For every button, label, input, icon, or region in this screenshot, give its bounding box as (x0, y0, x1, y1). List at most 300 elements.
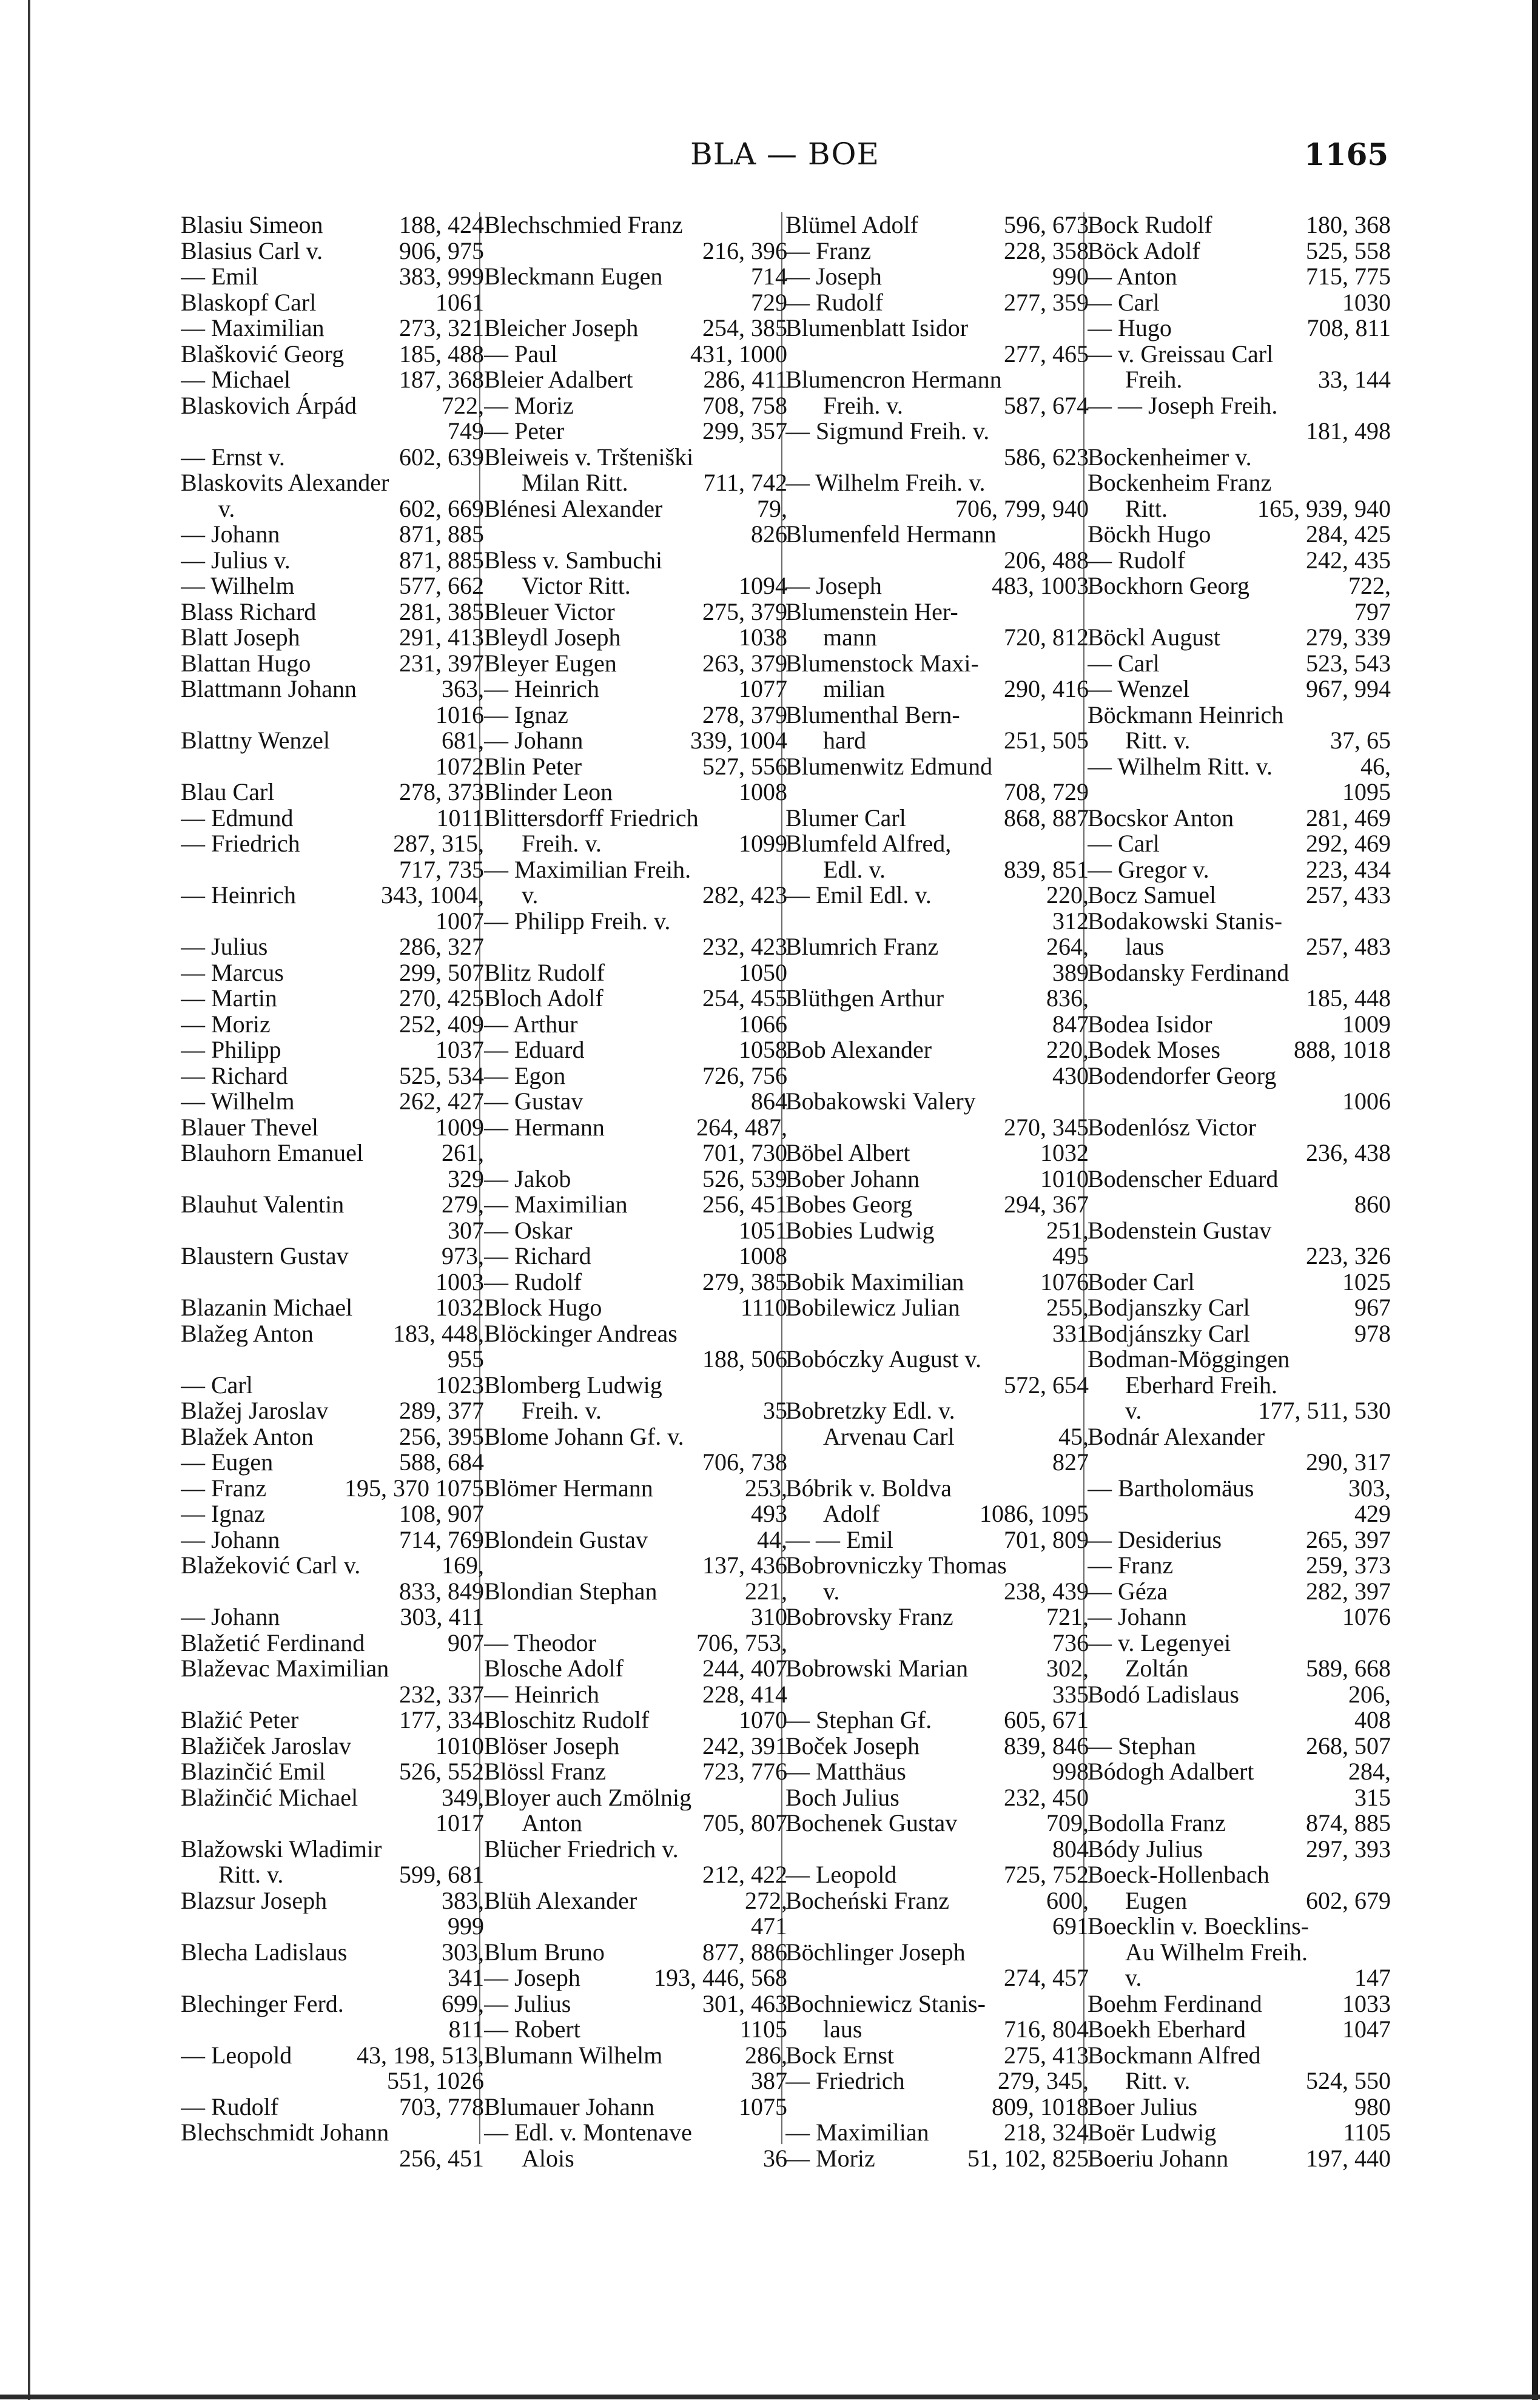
entry-name: — Leopold (785, 1862, 897, 1888)
index-column-2 (484, 212, 787, 2171)
entry-name: Blasius Carl v. (181, 238, 323, 264)
entry-name: Bobrovsky Franz (785, 1604, 953, 1630)
entry-pages: 232, 423 (702, 934, 787, 960)
entry-pages: 967, 994 (1306, 676, 1391, 702)
index-entry (785, 290, 1089, 316)
index-entry (785, 1140, 1089, 1166)
entry-pages: 524, 550 (1306, 2068, 1391, 2094)
entry-pages: 279, 345, (998, 2068, 1089, 2094)
entry-pages: 600, (1046, 1887, 1089, 1914)
entry-pages: 252, 409 (399, 1011, 484, 1037)
entry-pages: 725, 752 (1004, 1862, 1089, 1888)
entry-name: Bobóczky August v. (785, 1346, 981, 1373)
entry-pages: 1009 (1342, 1011, 1391, 1037)
index-entry (1088, 1604, 1391, 1630)
index-entry (484, 909, 787, 935)
index-entry (181, 1914, 484, 1940)
entry-name: Blomberg Ludwig (484, 1372, 662, 1398)
entry-pages: 605, 671 (1004, 1707, 1089, 1733)
index-entry (785, 1063, 1089, 1089)
entry-pages: 1010 (1040, 1166, 1089, 1192)
index-entry (484, 1424, 787, 1450)
entry-pages: 1032 (435, 1295, 484, 1321)
entry-name: — Friedrich (785, 2068, 905, 2094)
index-entry (1088, 1450, 1391, 1476)
index-entry (484, 882, 787, 909)
entry-name: — Theodor (484, 1630, 596, 1656)
entry-name: — Stephan (1088, 1733, 1196, 1759)
entry-pages: 387 (751, 2068, 787, 2094)
entry-pages: 588, 684 (399, 1450, 484, 1476)
entry-name: Böckl August (1088, 625, 1220, 651)
index-entry (785, 1965, 1089, 1991)
index-entry (181, 393, 484, 419)
entry-pages: 147 (1354, 1965, 1391, 1991)
entry-name: — Sigmund Freih. v. (785, 418, 990, 445)
entry-name: — Desiderius (1088, 1527, 1222, 1553)
index-entry (1088, 212, 1391, 238)
index-entry (1088, 1089, 1391, 1115)
entry-name: Blažek Anton (181, 1424, 314, 1450)
entry-pages: 270, 345 (1004, 1114, 1089, 1140)
entry-pages: 1038 (739, 625, 787, 651)
index-entry (1088, 1295, 1391, 1321)
entry-name: Bockenheimer v. (1088, 444, 1252, 470)
entry-name: Blauhorn Emanuel (181, 1140, 364, 1166)
entry-name: — Julius v. (181, 547, 291, 573)
index-entry (181, 470, 484, 496)
entry-pages: 706, 738 (702, 1450, 787, 1476)
entry-name: Blittersdorff Friedrich (484, 805, 699, 831)
entry-pages: 270, 425 (399, 986, 484, 1012)
entry-pages: 263, 379 (702, 650, 787, 676)
entry-pages: 279, (442, 1192, 484, 1218)
entry-pages: 1070 (739, 1707, 787, 1733)
index-entry (484, 1604, 787, 1630)
entry-name: milian (823, 676, 886, 702)
entry-pages: 1023 (435, 1372, 484, 1398)
index-entry (484, 1837, 787, 1863)
index-entry (785, 2068, 1089, 2094)
entry-pages: 980 (1354, 2094, 1391, 2120)
entry-pages: 839, 846 (1004, 1733, 1089, 1759)
entry-name: — Moriz (181, 1011, 271, 1037)
entry-name: Blumenwitz Edmund (785, 753, 993, 779)
entry-pages: 1058 (739, 1037, 787, 1063)
entry-pages: 809, 1018 (992, 2094, 1089, 2120)
entry-pages: 35 (763, 1398, 787, 1424)
entry-pages: 907 (448, 1630, 484, 1656)
entry-pages: 195, 370 1075 (345, 1475, 484, 1501)
index-entry (785, 2043, 1089, 2069)
entry-name: Blömer Hermann (484, 1475, 653, 1501)
entry-name: Bleyer Eugen (484, 650, 617, 676)
entry-name: Blöser Joseph (484, 1733, 620, 1759)
entry-name: — Oskar (484, 1217, 573, 1243)
index-entry (1088, 728, 1391, 754)
index-entry (785, 1656, 1089, 1682)
entry-pages: 495 (1052, 1243, 1089, 1269)
entry-pages: 255, (1046, 1295, 1089, 1321)
entry-name: Boeck-Hollenbach (1088, 1862, 1269, 1888)
entry-name: — Julius (181, 934, 268, 960)
index-entry (785, 1089, 1089, 1115)
entry-name: — Wenzel (1088, 676, 1190, 702)
index-entry (484, 341, 787, 368)
index-entry (785, 1192, 1089, 1218)
entry-pages: 257, 483 (1306, 934, 1391, 960)
entry-name: Bober Johann (785, 1166, 920, 1192)
entry-pages: 871, 885 (399, 522, 484, 548)
index-entry (181, 1269, 484, 1296)
entry-pages: 1066 (739, 1011, 787, 1037)
index-entry (1088, 1398, 1391, 1424)
entry-name: Bockhorn Georg (1088, 573, 1249, 599)
index-entry (484, 1940, 787, 1966)
index-entry (181, 367, 484, 393)
entry-pages: 218, 324 (1004, 2120, 1089, 2146)
index-entry (181, 934, 484, 960)
index-entry (785, 212, 1089, 238)
index-entry (785, 625, 1089, 651)
entry-pages: 165, 939, 940 (1257, 496, 1391, 522)
index-entry (484, 1991, 787, 2017)
index-entry (785, 1269, 1089, 1296)
index-entry (1088, 702, 1391, 728)
index-entry (1088, 1115, 1391, 1141)
index-entry (181, 805, 484, 832)
index-entry (785, 1630, 1089, 1656)
index-entry (181, 496, 484, 522)
entry-pages: 888, 1018 (1294, 1037, 1391, 1063)
index-entry (181, 1785, 484, 1811)
entry-name: — Friedrich (181, 831, 300, 857)
entry-name: Blechschmied Franz (484, 212, 683, 238)
entry-name: — Julius (484, 1991, 571, 2017)
entry-pages: 1032 (1040, 1140, 1089, 1166)
entry-name: Bochenek Gustav (785, 1810, 958, 1837)
entry-name: Edl. v. (823, 856, 886, 882)
index-entry (1088, 805, 1391, 832)
entry-name: Bleuer Victor (484, 599, 615, 625)
entry-pages: 274, 457 (1004, 1965, 1089, 1991)
entry-pages: 216, 396 (702, 238, 787, 264)
index-column-4 (1088, 212, 1391, 2171)
index-entry (181, 1888, 484, 1914)
entry-name: Blažetić Ferdinand (181, 1630, 365, 1656)
entry-name: — Joseph (484, 1965, 580, 1991)
index-entry (484, 548, 787, 574)
index-entry (484, 2068, 787, 2094)
entry-pages: 978 (1354, 1320, 1391, 1346)
entry-pages: 383, 999 (399, 264, 484, 290)
entry-pages: 705, 807 (702, 1810, 787, 1837)
index-entry (1088, 1991, 1391, 2017)
index-entry (181, 1940, 484, 1966)
entry-name: Freih. v. (823, 392, 903, 418)
entry-name: — Eduard (484, 1037, 585, 1063)
index-entry (484, 1888, 787, 1914)
entry-pages: 188, 506 (702, 1346, 787, 1373)
index-entry (785, 1476, 1089, 1502)
index-entry (1088, 470, 1391, 496)
index-entry (1088, 1243, 1391, 1269)
index-entry (785, 1321, 1089, 1347)
entry-name: Boer Julius (1088, 2094, 1198, 2120)
entry-name: — Wilhelm (181, 573, 295, 599)
entry-pages: 483, 1003 (992, 573, 1089, 599)
entry-pages: 281, 469 (1306, 805, 1391, 831)
entry-name: v. (1125, 1965, 1142, 1991)
entry-pages: 307 (448, 1217, 484, 1243)
entry-pages: 973, (442, 1243, 484, 1269)
index-entry (1088, 831, 1391, 857)
entry-name: — Ignaz (181, 1501, 265, 1527)
index-entry (1088, 1888, 1391, 1914)
index-entry (484, 1115, 787, 1141)
entry-pages: 251, (1046, 1217, 1089, 1243)
entry-name: Blümel Adolf (785, 212, 918, 238)
entry-pages: 287, 315, (393, 831, 484, 857)
entry-name: Blatt Joseph (181, 625, 300, 651)
entry-pages: 691 (1052, 1914, 1089, 1940)
entry-name: Bodnár Alexander (1088, 1424, 1265, 1450)
index-entry (181, 1166, 484, 1192)
index-entry (1088, 1810, 1391, 1837)
index-entry (181, 1243, 484, 1269)
index-entry (181, 1501, 484, 1527)
index-entry (181, 1965, 484, 1991)
index-entry (1088, 754, 1391, 780)
entry-pages: 312 (1052, 908, 1089, 934)
entry-pages: 967 (1354, 1295, 1391, 1321)
entry-pages: 232, 337 (399, 1681, 484, 1707)
index-entry (181, 1346, 484, 1373)
entry-pages: 1008 (739, 1243, 787, 1269)
index-entry (484, 1682, 787, 1708)
index-entry (181, 1707, 484, 1733)
index-entry (785, 1450, 1089, 1476)
index-entry (1088, 1346, 1391, 1373)
entry-pages: 310 (751, 1604, 787, 1630)
entry-pages: 185, 448 (1306, 986, 1391, 1012)
index-entry (181, 548, 484, 574)
entry-pages: 45, (1058, 1424, 1089, 1450)
index-entry (181, 315, 484, 341)
entry-name: Blumrich Franz (785, 934, 939, 960)
index-entry (1088, 1579, 1391, 1605)
entry-pages: 193, 446, 568 (654, 1965, 787, 1991)
index-entry (484, 1295, 787, 1321)
entry-pages: 729 (751, 289, 787, 315)
entry-name: — Franz (181, 1475, 267, 1501)
index-entry (1088, 1476, 1391, 1502)
entry-pages: 261, (442, 1140, 484, 1166)
index-entry (785, 1810, 1089, 1837)
index-entry (181, 728, 484, 754)
index-entry (1088, 548, 1391, 574)
entry-pages: 868, 887 (1004, 805, 1089, 831)
entry-name: Bodenscher Eduard (1088, 1166, 1279, 1192)
entry-pages: 839, 851 (1004, 856, 1089, 882)
index-entry (484, 779, 787, 805)
entry-name: — Johann (181, 1527, 280, 1553)
entry-name: Blénesi Alexander (484, 496, 663, 522)
entry-name: Bobik Maximilian (785, 1269, 964, 1295)
entry-pages: 1094 (739, 573, 787, 599)
entry-pages: 268, 507 (1306, 1733, 1391, 1759)
entry-pages: 586, 623 (1004, 444, 1089, 470)
entry-name: — Johann (181, 1604, 280, 1630)
entry-name: Blattny Wenzel (181, 728, 330, 754)
index-entry (484, 986, 787, 1012)
entry-name: — Anton (1088, 264, 1177, 290)
entry-name: Block Hugo (484, 1295, 602, 1321)
index-entry (1088, 909, 1391, 935)
index-entry (1088, 1424, 1391, 1450)
entry-name: — Franz (1088, 1553, 1174, 1579)
entry-pages: 286, 327 (399, 934, 484, 960)
entry-pages: 523, 543 (1306, 650, 1391, 676)
index-entry (1088, 393, 1391, 419)
entry-name: Boček Joseph (785, 1733, 920, 1759)
entry-pages: 389 (1052, 960, 1089, 986)
entry-name: Blechschmidt Johann (181, 2120, 389, 2146)
entry-pages: 303, (442, 1939, 484, 1965)
entry-pages: 711, 742 (703, 470, 787, 496)
entry-pages: 955 (448, 1346, 484, 1373)
index-entry (484, 1166, 787, 1192)
index-entry (1088, 882, 1391, 909)
entry-name: Boekh Eberhard (1088, 2017, 1246, 2043)
index-entry (785, 2146, 1089, 2172)
entry-name: Blondian Stephan (484, 1578, 657, 1604)
entry-pages: 999 (448, 1914, 484, 1940)
index-entry (181, 599, 484, 625)
entry-pages: 251, 505 (1004, 728, 1089, 754)
entry-name: Blechinger Ferd. (181, 1991, 344, 2017)
index-entry (484, 728, 787, 754)
entry-name: Böckmann Heinrich (1088, 702, 1284, 728)
entry-pages: 1030 (1342, 289, 1391, 315)
entry-pages: 715, 775 (1306, 264, 1391, 290)
entry-name: Blažić Peter (181, 1707, 299, 1733)
entry-pages: 259, 373 (1306, 1553, 1391, 1579)
entry-pages: 1086, 1095 (980, 1501, 1089, 1527)
entry-name: Bodjanszky Carl (1088, 1295, 1250, 1321)
index-entry (484, 1476, 787, 1502)
index-entry (1088, 418, 1391, 445)
index-entry (1088, 986, 1391, 1012)
entry-name: Bodó Ladislaus (1088, 1681, 1239, 1707)
entry-name: — Bartholomäus (1088, 1475, 1254, 1501)
entry-name: Milan Ritt. (522, 470, 628, 496)
entry-pages: 46, (1360, 753, 1391, 779)
index-entry (181, 2094, 484, 2120)
entry-pages: 273, 321 (399, 315, 484, 341)
index-entry (1088, 1733, 1391, 1760)
index-entry (1088, 238, 1391, 264)
index-entry (484, 754, 787, 780)
index-entry (1088, 651, 1391, 677)
entry-name: — Rudolf (785, 289, 884, 315)
entry-name: Bodenlósz Victor (1088, 1114, 1256, 1140)
entry-name: Bocheński Franz (785, 1887, 949, 1914)
index-entry (1088, 1862, 1391, 1888)
entry-pages: 877, 886 (702, 1939, 787, 1965)
entry-pages: 525, 534 (399, 1063, 484, 1089)
entry-pages: 238, 439 (1004, 1578, 1089, 1604)
entry-name: Boehm Ferdinand (1088, 1991, 1262, 2017)
index-entry (785, 1218, 1089, 1244)
index-entry (1088, 496, 1391, 522)
entry-pages: 1077 (739, 676, 787, 702)
index-entry (484, 651, 787, 677)
index-entry (484, 1759, 787, 1785)
index-entry (484, 1218, 787, 1244)
entry-name: — Emil (181, 264, 258, 290)
index-entry (785, 1037, 1089, 1063)
index-entry (484, 367, 787, 393)
entry-name: — Edmund (181, 805, 294, 831)
entry-pages: 279, 385 (702, 1269, 787, 1295)
index-entry (1088, 960, 1391, 986)
index-entry (785, 1940, 1089, 1966)
index-entry (1088, 625, 1391, 651)
index-entry (484, 470, 787, 496)
entry-pages: 526, 539 (702, 1166, 787, 1192)
index-entry (785, 418, 1089, 445)
entry-pages: 833, 849 (399, 1578, 484, 1604)
entry-pages: 33, 144 (1318, 367, 1391, 393)
entry-name: Blöckinger Andreas (484, 1320, 678, 1346)
index-entry (484, 1037, 787, 1063)
entry-name: Blaževac Maximilian (181, 1656, 389, 1682)
index-entry (484, 1862, 787, 1888)
entry-name: Blauhut Valentin (181, 1192, 345, 1218)
entry-pages: 1006 (1342, 1089, 1391, 1115)
entry-name: — Carl (181, 1372, 253, 1398)
entry-pages: 1003 (435, 1269, 484, 1295)
index-entry (1088, 445, 1391, 471)
entry-pages: 329 (448, 1166, 484, 1192)
entry-name: — Heinrich (484, 676, 599, 702)
entry-name: Bob Alexander (785, 1037, 932, 1063)
index-entry (181, 831, 484, 857)
index-entry (1088, 1940, 1391, 1966)
entry-pages: 1105 (1343, 2120, 1391, 2146)
index-entry (181, 1321, 484, 1347)
entry-name: laus (823, 2017, 862, 2043)
entry-pages: 471 (751, 1914, 787, 1940)
entry-name: — Philipp Freih. v. (484, 908, 671, 934)
index-entry (484, 676, 787, 702)
entry-pages: 551, 1026 (387, 2068, 484, 2094)
entry-name: — Hugo (1088, 315, 1172, 341)
index-entry (785, 341, 1089, 368)
index-entry (785, 1707, 1089, 1733)
entry-name: Freih. v. (522, 1398, 602, 1424)
index-entry (484, 805, 787, 832)
entry-name: Bock Ernst (785, 2042, 894, 2068)
entry-name: Blass Richard (181, 599, 317, 625)
entry-name: Bobakowski Valery (785, 1089, 976, 1115)
entry-pages: 722, (442, 392, 484, 418)
index-entry (1088, 2017, 1391, 2043)
entry-name: Bochniewicz Stanis- (785, 1991, 986, 2017)
index-entry (181, 522, 484, 548)
entry-name: Alois (522, 2145, 574, 2171)
